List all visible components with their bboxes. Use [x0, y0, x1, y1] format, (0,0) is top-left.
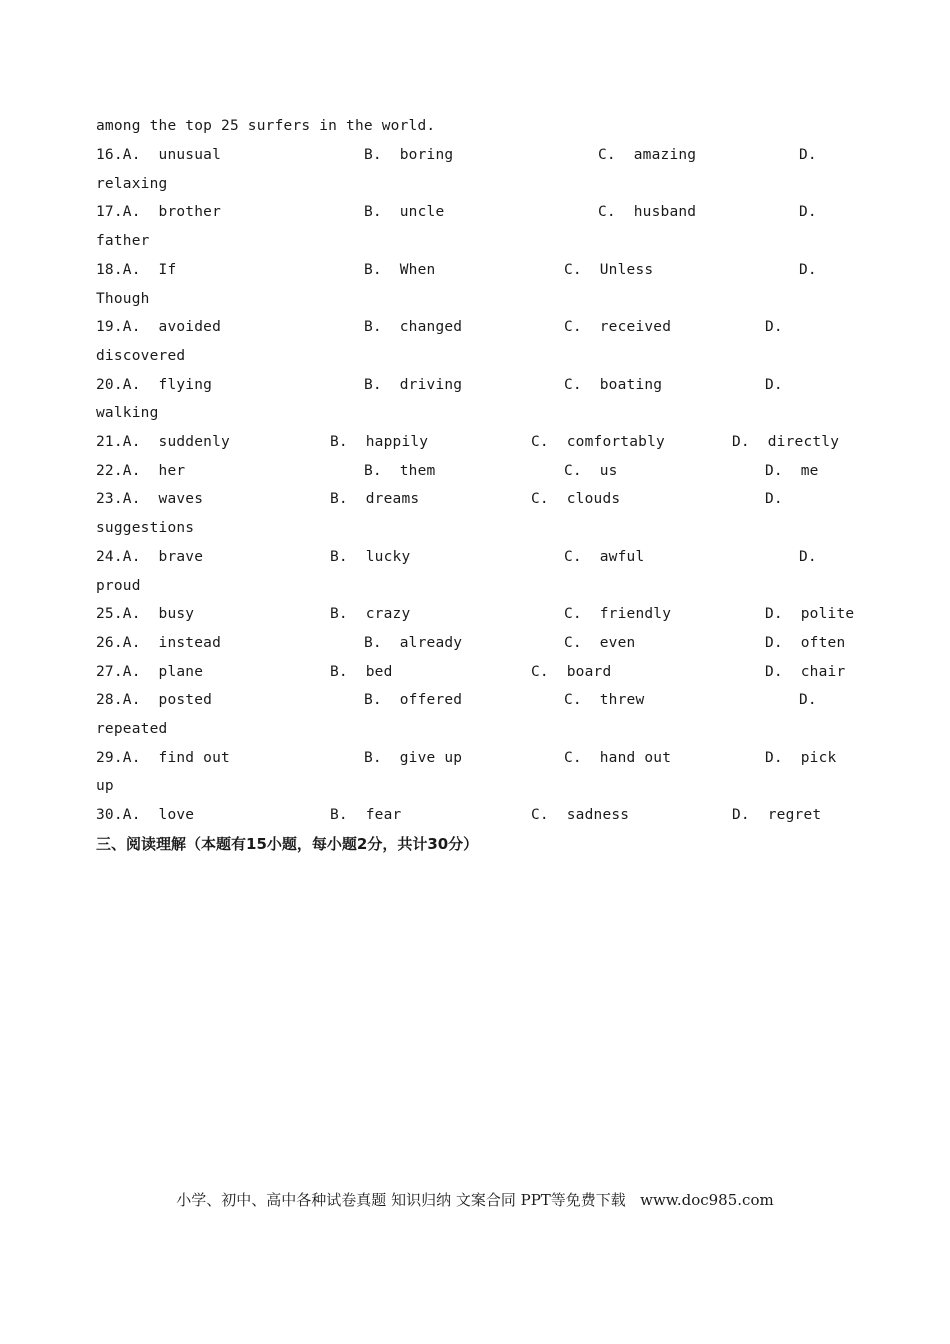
question-19-option-d: D. [765, 319, 783, 336]
question-17-option-d-wrap: father [96, 233, 150, 250]
question-22-option-b: B. them [364, 462, 436, 479]
question-29-option-d-wrap: up [96, 778, 114, 795]
question-30-option-b: B. fear [330, 807, 402, 824]
question-29-option-b: B. give up [364, 749, 463, 766]
section-heading: 三、阅读理解（本题有15小题，每小题2分，共计30分） [96, 835, 479, 853]
question-24-option-b: B. lucky [330, 548, 411, 565]
question-19-option-b: B. changed [364, 319, 463, 336]
question-18-option-c: C. Unless [564, 261, 654, 278]
question-27-option-c: C. board [531, 663, 612, 680]
question-26-option-a: 26.A. instead [96, 634, 222, 651]
question-20-option-d-wrap: walking [96, 405, 159, 422]
question-16-option-b: B. boring [364, 147, 454, 163]
question-25-option-d: D. polite [765, 606, 855, 623]
question-20-option-d: D. [765, 376, 783, 393]
question-18-option-d-wrap: Though [96, 290, 150, 307]
question-19-option-c: C. received [564, 319, 672, 336]
question-18-option-b: B. When [364, 261, 436, 278]
question-20-option-a: 20.A. flying [96, 376, 213, 393]
question-28-option-d-wrap: repeated [96, 721, 168, 737]
question-28-option-a: 28.A. posted [96, 692, 213, 709]
question-25-option-c: C. friendly [564, 606, 672, 623]
question-17-option-b: B. uncle [364, 204, 445, 221]
question-28-option-d: D. [799, 692, 817, 709]
question-29-option-d: D. pick [765, 749, 837, 766]
question-19-option-d-wrap: discovered [96, 347, 186, 364]
question-24-option-d-wrap: proud [96, 577, 141, 594]
question-23-option-d-wrap: suggestions [96, 520, 195, 537]
question-29-option-c: C. hand out [564, 749, 672, 766]
question-30-option-d: D. regret [732, 807, 822, 824]
question-25-option-b: B. crazy [330, 606, 411, 623]
question-24-option-a: 24.A. brave [96, 548, 204, 565]
question-21-option-b: B. happily [330, 434, 429, 450]
question-21-option-d: D. directly [732, 434, 840, 450]
question-20-option-c: C. boating [564, 376, 663, 393]
question-22-option-a: 22.A. her [96, 462, 186, 479]
question-26-option-c: C. even [564, 634, 636, 651]
question-16-option-a: 16.A. unusual [96, 147, 222, 163]
question-18-option-a: 18.A. If [96, 261, 177, 278]
question-22-option-d: D. me [765, 462, 819, 479]
question-24-option-c: C. awful [564, 548, 645, 565]
question-17-option-a: 17.A. brother [96, 204, 222, 221]
question-18-option-d: D. [799, 261, 817, 278]
question-30-option-a: 30.A. love [96, 807, 195, 824]
question-25-option-a: 25.A. busy [96, 606, 195, 623]
question-23-option-b: B. dreams [330, 491, 420, 508]
question-23-option-a: 23.A. waves [96, 491, 204, 508]
question-27-option-d: D. chair [765, 663, 846, 680]
intro-line: among the top 25 surfers in the world. [96, 118, 436, 134]
question-28-option-b: B. offered [364, 692, 463, 709]
question-27-option-b: B. bed [330, 663, 393, 680]
question-24-option-d: D. [799, 548, 817, 565]
question-27-option-a: 27.A. plane [96, 663, 204, 680]
question-23-option-c: C. clouds [531, 491, 621, 508]
question-28-option-c: C. threw [564, 692, 645, 709]
question-16-option-d: D. [799, 147, 817, 163]
question-22-option-c: C. us [564, 462, 618, 479]
question-21-option-a: 21.A. suddenly [96, 434, 230, 450]
question-30-option-c: C. sadness [531, 807, 630, 824]
question-23-option-d: D. [765, 491, 783, 508]
question-21-option-c: C. comfortably [531, 434, 665, 450]
question-29-option-a: 29.A. find out [96, 749, 230, 766]
question-26-option-b: B. already [364, 634, 463, 651]
question-19-option-a: 19.A. avoided [96, 319, 222, 336]
question-16-option-d-wrap: relaxing [96, 175, 168, 192]
question-20-option-b: B. driving [364, 376, 463, 393]
question-17-option-c: C. husband [598, 204, 697, 221]
question-26-option-d: D. often [765, 634, 846, 651]
question-16-option-c: C. amazing [598, 147, 697, 163]
question-17-option-d: D. [799, 204, 817, 221]
footer-text: 小学、初中、高中各种试卷真题 知识归纳 文案合同 PPT等免费下载 www.doc985.com [176, 1191, 774, 1209]
